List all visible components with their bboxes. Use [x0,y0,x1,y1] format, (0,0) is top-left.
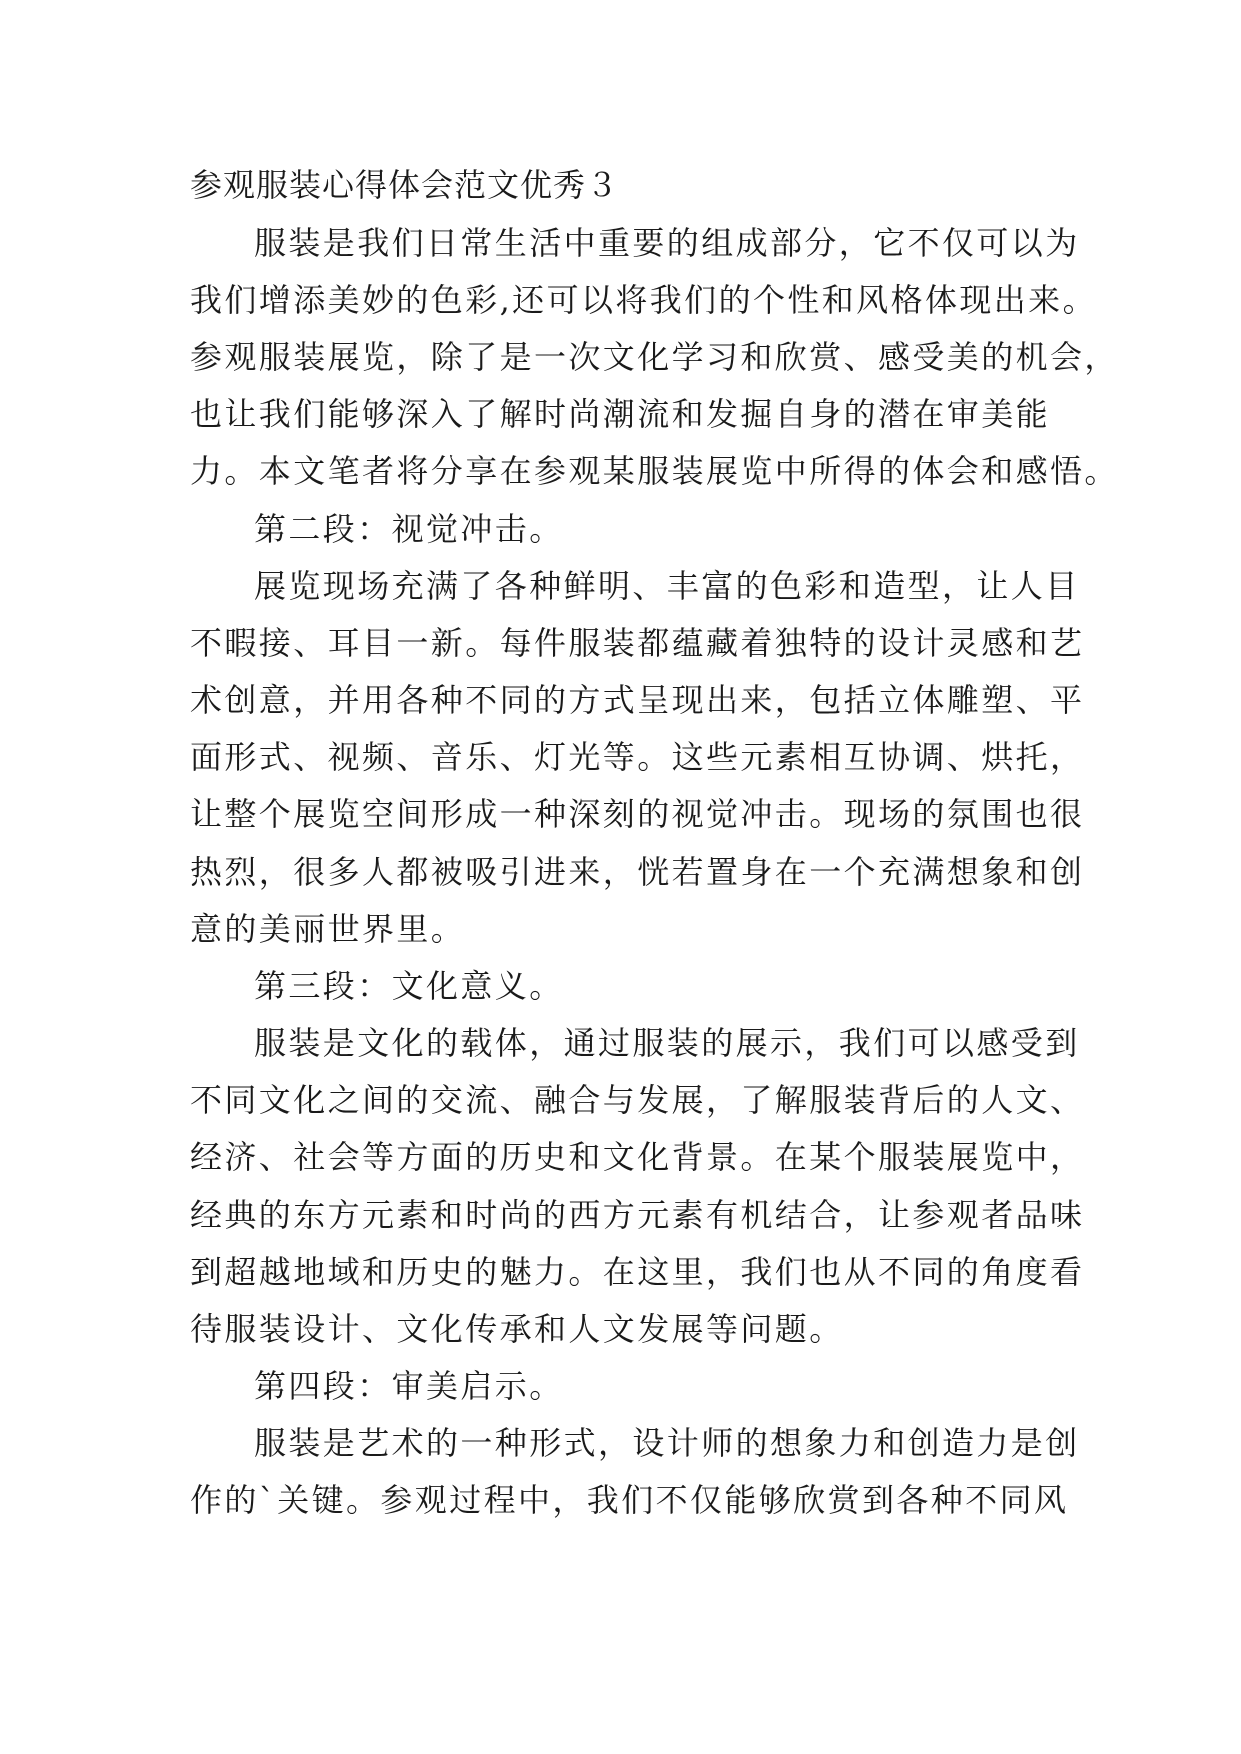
paragraph-line: 也让我们能够深入了解时尚潮流和发掘自身的潜在审美能 [190,395,1051,433]
paragraph-line: 服装是文化的载体，通过服装的展示，我们可以感受到 [254,1024,1080,1062]
paragraph-line: 热烈，很多人都被吸引进来，恍若置身在一个充满想象和创 [190,853,1085,891]
section-heading: 第四段：审美启示。 [254,1367,564,1405]
paragraph-line: 作的`关键。参观过程中，我们不仅能够欣赏到各种不同风 [190,1481,1069,1519]
paragraph-line: 到超越地域和历史的魅力。在这里，我们也从不同的角度看 [190,1253,1085,1291]
document-title: 参观服装心得体会范文优秀３ [190,166,620,204]
paragraph-line: 服装是我们日常生活中重要的组成部分，它不仅可以为 [254,224,1080,262]
paragraph-line: 让整个展览空间形成一种深刻的视觉冲击。现场的氛围也很 [190,795,1085,833]
paragraph-line: 经典的东方元素和时尚的西方元素有机结合，让参观者品味 [190,1196,1085,1234]
paragraph-line: 我们增添美妙的色彩,还可以将我们的个性和风格体现出来。 [190,281,1097,319]
section-heading: 第三段：文化意义。 [254,967,564,1005]
paragraph-line: 术创意，并用各种不同的方式呈现出来，包括立体雕塑、平 [190,681,1085,719]
paragraph-line: 面形式、视频、音乐、灯光等。这些元素相互协调、烘托， [190,738,1085,776]
paragraph-line: 展览现场充满了各种鲜明、丰富的色彩和造型，让人目 [254,567,1080,605]
paragraph-line: 不暇接、耳目一新。每件服装都蕴藏着独特的设计灵感和艺 [190,624,1085,662]
paragraph-line: 参观服装展览，除了是一次文化学习和欣赏、感受美的机会， [190,338,1119,376]
paragraph-line: 不同文化之间的交流、融合与发展，了解服装背后的人文、 [190,1081,1085,1119]
paragraph-line: 力。本文笔者将分享在参观某服装展览中所得的体会和感悟。 [190,452,1119,490]
section-heading: 第二段：视觉冲击。 [254,510,564,548]
paragraph-line: 经济、社会等方面的历史和文化背景。在某个服装展览中， [190,1138,1085,1176]
paragraph-line: 服装是艺术的一种形式，设计师的想象力和创造力是创 [254,1424,1080,1462]
paragraph-line: 意的美丽世界里。 [190,910,466,948]
paragraph-line: 待服装设计、文化传承和人文发展等问题。 [190,1310,844,1348]
